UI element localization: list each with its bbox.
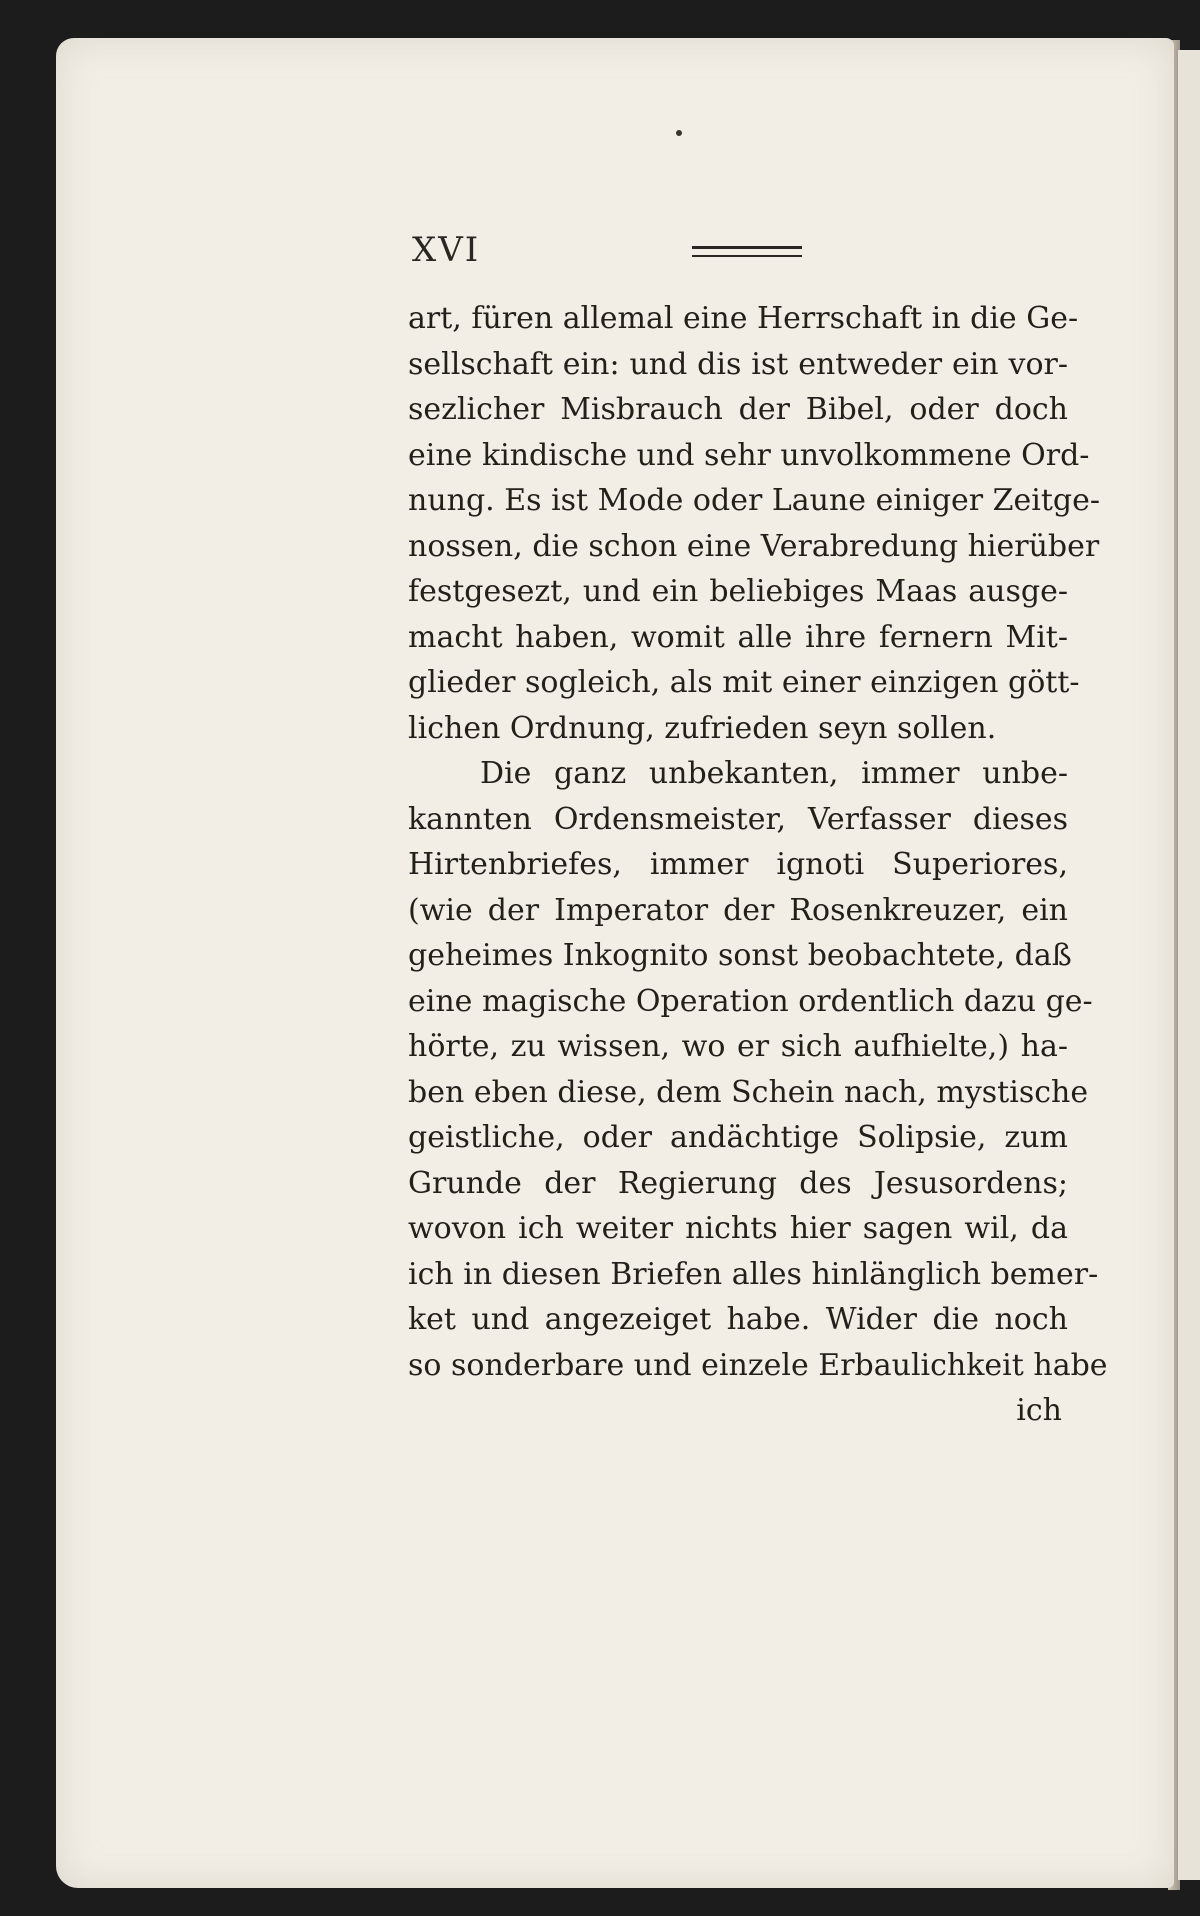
catchword: ich: [1016, 1393, 1062, 1428]
text-line: macht haben, womit alle ihre fernern Mit-: [408, 619, 1068, 655]
header-rule: [692, 246, 802, 249]
text-line: eine magische Operation ordentlich dazu ge-: [408, 983, 1093, 1019]
text-line: geheimes Inkognito sonst beobachtete, daß: [408, 938, 1072, 973]
text-line: Hirtenbriefes, immer ignoti Superiores,: [408, 847, 1068, 882]
text-line: geistliche, oder andächtige Solipsie, zum: [408, 1120, 1068, 1155]
text-line: so sonderbare und einzele Erbaulichkeit habe: [408, 1347, 1108, 1383]
text-line: lichen Ordnung, zufrieden seyn sollen.: [408, 710, 997, 746]
text-line: ket und angezeiget habe. Wider die noch: [408, 1302, 1068, 1337]
text-line: ben eben diese, dem Schein nach, mystische: [408, 1074, 1089, 1110]
text-line: hörte, zu wissen, wo er sich aufhielte,) ha-: [408, 1029, 1068, 1064]
running-head: [412, 230, 1062, 270]
text-line: kannten Ordensmeister, Verfasser dieses: [408, 801, 1068, 837]
text-line: art, füren allemal eine Herrschaft in die Ge-: [408, 301, 1079, 336]
text-line: nung. Es ist Mode oder Laune einiger Zeitge-: [408, 483, 1101, 518]
text-line: eine kindische und sehr unvolkommene Ord-: [408, 437, 1090, 473]
paper-speck: [676, 130, 682, 136]
text-line: festgesezt, und ein beliebiges Maas ausge-: [408, 574, 1068, 609]
text-line: sezlicher Misbrauch der Bibel, oder doch: [408, 392, 1068, 427]
text-line: Grunde der Regierung des Jesusordens;: [408, 1165, 1068, 1201]
text-line: (wie der Imperator der Rosenkreuzer, ein: [408, 892, 1068, 928]
text-line: wovon ich weiter nichts hier sagen wil, da: [408, 1211, 1068, 1246]
page-number: XVI: [412, 230, 481, 270]
body-text: [408, 296, 1108, 1434]
header-rule-thin: [692, 255, 802, 257]
text-line: sellschaft ein: und dis ist entweder ein vor-: [408, 346, 1068, 382]
facing-page-edge: [1178, 50, 1200, 1880]
text-line: ich in diesen Briefen alles hinlänglich bemer-: [408, 1256, 1099, 1292]
text-line: nossen, die schon eine Verabredung hierüber: [408, 528, 1100, 564]
text-line: Die ganz unbekanten, immer unbe-: [480, 756, 1068, 791]
text-line: glieder sogleich, als mit einer einzigen gött-: [408, 665, 1080, 700]
